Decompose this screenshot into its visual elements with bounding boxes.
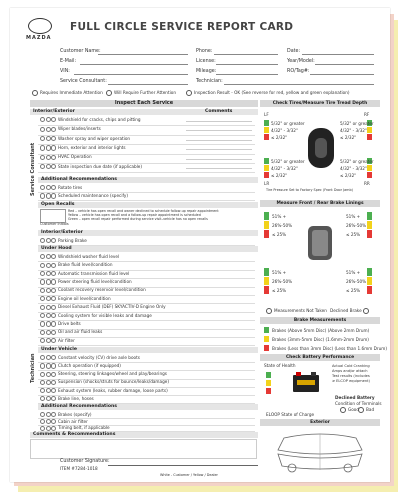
status-circle-icon[interactable]	[46, 164, 51, 169]
ro-tag-label: RO/Tag#:	[287, 69, 310, 74]
circle-icon	[186, 90, 192, 96]
status-circle-icon[interactable]	[40, 193, 45, 198]
brake-row-1: Brakes (Above 5mm Disc) (Above 2mm Drum)	[272, 328, 370, 333]
comment-line[interactable]	[186, 168, 252, 169]
checklist-item-label: Brakes (specify)	[58, 411, 92, 417]
status-circle-icon[interactable]	[46, 155, 51, 160]
status-circle-icon[interactable]	[40, 296, 45, 301]
status-circle-icon[interactable]	[51, 355, 56, 360]
status-circle-icon[interactable]	[46, 136, 51, 141]
status-circle-icon[interactable]	[40, 363, 45, 368]
vin-label: VIN:	[60, 69, 70, 74]
page-title: FULL CIRCLE SERVICE REPORT CARD	[70, 21, 294, 33]
brake-header: Measure Front / Rear Brake Linings	[260, 200, 380, 207]
status-circle-icon[interactable]	[51, 388, 56, 393]
license-field[interactable]	[216, 64, 278, 65]
status-circle-icon[interactable]	[46, 321, 51, 326]
brake-green-swatch[interactable]	[264, 212, 269, 220]
status-circle-icon[interactable]	[46, 426, 51, 431]
legend-immediate-label: Requires Immediate Attention	[40, 90, 103, 95]
status-circle-icon[interactable]	[51, 321, 56, 326]
status-circle-icon[interactable]	[46, 263, 51, 268]
checklist-item-label: Power steering fluid level/condition	[58, 278, 132, 284]
checklist-item-label: Parking Brake	[58, 237, 87, 243]
status-circle-icon[interactable]	[40, 117, 45, 122]
ro-tag-field[interactable]	[310, 74, 374, 75]
status-circle-icon[interactable]	[46, 127, 51, 132]
lf-label: LF	[264, 112, 269, 117]
status-circle-icon[interactable]	[51, 254, 56, 259]
legend-inspection-label: Inspection Result - OK (See reverse for red, yellow and green explanation)	[194, 90, 350, 95]
tire-footnote: Tire Pressure Set to Factory Spec (Front Door Jamb)	[266, 188, 353, 192]
brake-pct-label: ≤ 25%	[346, 232, 361, 237]
circle-icon	[340, 407, 346, 413]
brake-measure-yellow[interactable]	[264, 336, 269, 342]
under-vehicle-header: Under Vehicle	[38, 347, 258, 353]
rf-label: RF	[364, 112, 370, 117]
tire-lr-red[interactable]	[264, 172, 269, 178]
customer-initials-label: Customer Initials	[40, 222, 69, 226]
brake-measure-green[interactable]	[264, 327, 269, 333]
status-circle-icon[interactable]	[40, 338, 45, 343]
battery-yellow[interactable]	[266, 380, 271, 386]
checklist-item-label: Suspension (shocks/struts for bounce/leaks/damage)	[58, 379, 169, 385]
status-circle-icon[interactable]	[46, 380, 51, 385]
checklist-item-label: Oil and air fluid leaks	[58, 329, 103, 335]
tread-red-label-lr: ≤ 2/32"	[271, 173, 288, 178]
status-circle-icon[interactable]	[46, 238, 51, 243]
comment-line[interactable]	[186, 130, 252, 131]
status-circle-icon[interactable]	[51, 338, 56, 343]
status-circle-icon[interactable]	[51, 372, 56, 377]
brake-green-swatch[interactable]	[264, 268, 269, 276]
status-circle-icon[interactable]	[40, 279, 45, 284]
brake-pct-label: 26%-50%	[272, 223, 293, 228]
tire-lf-green[interactable]	[264, 120, 269, 126]
tire-rr-yellow[interactable]	[367, 165, 372, 171]
status-circle-icon[interactable]	[51, 164, 56, 169]
tire-rf-red[interactable]	[367, 134, 372, 140]
checklist-row	[38, 192, 255, 201]
battery-header: Check Battery Performance	[260, 354, 380, 361]
comment-line[interactable]	[186, 159, 252, 160]
customer-signature-field[interactable]	[108, 465, 258, 466]
status-circle-icon[interactable]	[51, 305, 56, 310]
brake-red-swatch[interactable]	[367, 230, 372, 238]
comments-column-title: Comments	[205, 109, 233, 114]
status-circle-icon[interactable]	[51, 185, 56, 190]
tire-rr-red[interactable]	[367, 172, 372, 178]
tread-red-label: ≤ 2/32"	[271, 135, 288, 140]
brake-pct-label: ≤ 25%	[272, 232, 287, 237]
date-label: Date:	[287, 49, 301, 54]
status-circle-icon[interactable]	[40, 321, 45, 326]
exterior-header: Exterior	[260, 419, 380, 426]
brake-red-swatch[interactable]	[264, 286, 269, 294]
circle-icon	[106, 90, 112, 96]
status-circle-icon[interactable]	[40, 412, 45, 417]
copies-note: White - Customer / Yellow / Dealer	[160, 473, 218, 477]
legend-immediate	[32, 90, 103, 96]
status-circle-icon[interactable]	[46, 185, 51, 190]
status-circle-icon[interactable]	[40, 396, 45, 401]
tread-yellow-label: 4/32" - 3/32"	[271, 128, 298, 133]
checklist-row	[38, 395, 255, 404]
checklist-item-label: Clutch operation (if equipped)	[58, 362, 121, 368]
status-circle-icon[interactable]	[46, 419, 51, 424]
tread-yellow-label-lr: 4/32" - 3/32"	[271, 166, 298, 171]
brake-pct-label: 26%-50%	[272, 279, 293, 284]
status-circle-icon[interactable]	[40, 305, 45, 310]
year-model-label: Year/Model:	[287, 59, 315, 64]
declined-battery-label: Declined Battery	[335, 395, 375, 400]
status-circle-icon[interactable]	[46, 363, 51, 368]
under-hood-header: Under Hood	[38, 246, 258, 252]
checklist-item-label: Washer spray and wiper operation	[58, 135, 131, 141]
status-circle-icon[interactable]	[51, 396, 56, 401]
interior-exterior-header	[30, 109, 258, 115]
brake-row-2: Brakes (3mm-5mm Disc) (1.6mm-2mm Drum)	[272, 337, 369, 342]
checklist-item-label: Engine oil level/condition	[58, 295, 111, 301]
cca-line: Amps and/or attach	[332, 369, 368, 373]
checklist-item-label: Rotate tires	[58, 184, 83, 190]
comment-line[interactable]	[186, 140, 252, 141]
technician-label: Technician:	[196, 79, 223, 84]
brake-yellow-swatch[interactable]	[367, 221, 372, 229]
checklist-item-label: HVAC Operation	[58, 154, 92, 160]
status-circle-icon[interactable]	[40, 372, 45, 377]
brake-row-3: Brakes (Less than 3mm Disc) (Less than 1.6mm Drum)	[272, 346, 387, 351]
brake-yellow-swatch[interactable]	[367, 277, 372, 285]
additional-recs-header: Additional Recommendations	[38, 177, 258, 183]
report-card	[10, 8, 390, 482]
brake-measure-red[interactable]	[264, 345, 269, 351]
comment-line[interactable]	[186, 121, 252, 122]
state-of-charge-label: ELOOP State of Charge	[266, 412, 315, 417]
status-circle-icon[interactable]	[46, 396, 51, 401]
status-circle-icon[interactable]	[51, 117, 56, 122]
circle-icon	[358, 407, 364, 413]
brake-pct-label: 51% +	[346, 214, 361, 219]
status-circle-icon[interactable]	[51, 263, 56, 268]
checklist-item-label: Constant velocity (CV) drive axle boots	[58, 354, 140, 360]
recall-line: Red – vehicle has open recall and owner declined to schedule follow-up repair appointment	[68, 209, 219, 213]
legend-future-label: Will Require Further Attention	[114, 90, 176, 95]
battery-icon	[291, 370, 321, 394]
checklist-item-label: Brake fluid level/condition	[58, 262, 113, 268]
tire-lf-red[interactable]	[264, 134, 269, 140]
checklist-item-label: Horn, exterior and interior lights	[58, 144, 126, 150]
interior-exterior-2-header: Interior/Exterior	[38, 230, 258, 236]
tire-lr-green[interactable]	[264, 158, 269, 164]
phone-label: Phone:	[196, 49, 213, 54]
condition-terminals-label: Condition of Terminals	[335, 401, 382, 406]
status-circle-icon[interactable]	[40, 238, 45, 243]
measurements-not-taken[interactable]	[266, 308, 327, 314]
customer-name-field[interactable]	[98, 54, 188, 55]
status-circle-icon[interactable]	[46, 145, 51, 150]
status-circle-icon[interactable]	[40, 136, 45, 141]
comment-line[interactable]	[186, 149, 252, 150]
lr-label: LR	[264, 181, 270, 186]
checklist-item-label: Diesel Exhaust Fluid (DEF) SKYACTIV-D Engine Only	[58, 304, 166, 310]
tire-rf-yellow[interactable]	[367, 127, 372, 133]
checklist-item-label: Cooling system for visible leaks and damage	[58, 312, 152, 318]
circle-icon	[266, 308, 272, 314]
status-circle-icon[interactable]	[46, 193, 51, 198]
mileage-field[interactable]	[216, 74, 278, 75]
email-label: E-Mail:	[60, 59, 77, 64]
status-circle-icon[interactable]	[46, 372, 51, 377]
status-circle-icon[interactable]	[40, 426, 45, 431]
year-model-field[interactable]	[315, 64, 374, 65]
recall-line: Yellow – vehicle has open recall and a follow-up repair appointment is scheduled	[68, 213, 201, 218]
phone-field[interactable]	[214, 54, 278, 55]
status-circle-icon[interactable]	[40, 164, 45, 169]
terminal-bad[interactable]	[358, 407, 374, 413]
tread-yellow-label-rf: 4/32" - 3/32"	[340, 128, 367, 133]
customer-signature-label: Customer Signature:	[60, 459, 110, 464]
status-circle-icon[interactable]	[46, 271, 51, 276]
customer-name-label: Customer Name:	[60, 49, 101, 54]
state-of-health-label: State of Health	[264, 363, 296, 368]
status-circle-icon[interactable]	[46, 305, 51, 310]
brake-pct-label: 26%-50%	[346, 279, 367, 284]
tread-red-label-rr: ≤ 2/32"	[340, 173, 357, 178]
status-circle-icon[interactable]	[46, 254, 51, 259]
service-consultant-field[interactable]	[108, 84, 188, 85]
bad-label: Bad	[366, 407, 375, 412]
status-circle-icon[interactable]	[51, 193, 56, 198]
good-label: Good	[348, 407, 360, 412]
status-circle-icon[interactable]	[51, 127, 56, 132]
status-circle-icon[interactable]	[46, 288, 51, 293]
checklist-item-label: Coolant recovery reservoir level/condition	[58, 287, 146, 293]
recall-line: Green – open recall repair performed during service visit–vehicle has no open recalls	[68, 217, 208, 222]
checklist-item-label: Brake line, hoses	[58, 395, 94, 401]
rr-label: RR	[364, 181, 370, 186]
checklist-item-label: Windshield for cracks, chips and pitting	[58, 116, 141, 122]
status-circle-icon[interactable]	[46, 117, 51, 122]
declined-brake[interactable]	[330, 308, 371, 314]
status-circle-icon[interactable]	[46, 296, 51, 301]
cca-line: Test results (includes	[332, 374, 370, 378]
tread-green-label-rf: 5/32" or greater	[340, 121, 374, 126]
brake-red-swatch[interactable]	[264, 230, 269, 238]
status-circle-icon[interactable]	[40, 185, 45, 190]
status-circle-icon[interactable]	[51, 136, 56, 141]
tread-red-label-rf: ≤ 2/32"	[340, 135, 357, 140]
checklist-item-label: Drive belts	[58, 320, 81, 326]
recall-status-box[interactable]	[40, 209, 66, 223]
interior-exterior-title: Interior/Exterior	[33, 109, 75, 114]
service-consultant-label: Service Consultant:	[60, 79, 107, 84]
status-circle-icon[interactable]	[51, 330, 56, 335]
technician-field[interactable]	[224, 84, 374, 85]
tread-green-label: 5/32" or greater	[271, 121, 305, 126]
tread-yellow-label-rr: 4/32" - 3/32"	[340, 166, 367, 171]
checklist-item-label: State inspection due date (if applicable)	[58, 163, 143, 169]
status-circle-icon[interactable]	[40, 263, 45, 268]
checklist-item-label: Steering, steering linkages/wheel and play/bearings	[58, 371, 167, 377]
status-circle-icon[interactable]	[40, 330, 45, 335]
brake-green-swatch[interactable]	[367, 268, 372, 276]
open-recalls-header: Open Recalls	[38, 202, 258, 208]
status-circle-icon[interactable]	[40, 388, 45, 393]
tire-lf-yellow[interactable]	[264, 127, 269, 133]
service-consultant-side-label: Service Consultant	[30, 142, 36, 196]
checklist-row	[38, 337, 255, 346]
item-number: ITEM #7284-1018	[60, 466, 98, 471]
status-circle-icon[interactable]	[46, 279, 51, 284]
brake-yellow-swatch[interactable]	[264, 277, 269, 285]
brake-pct-label: 51% +	[272, 214, 287, 219]
status-circle-icon[interactable]	[40, 145, 45, 150]
car-outline-icon	[268, 428, 372, 474]
status-circle-icon[interactable]	[40, 271, 45, 276]
checklist-item-label: Wiper blades/inserts	[58, 126, 101, 132]
brake-pad-icon	[306, 224, 334, 262]
tire-lr-yellow[interactable]	[264, 165, 269, 171]
status-circle-icon[interactable]	[51, 155, 56, 160]
brake-pct-label: 26%-50%	[346, 223, 367, 228]
checklist-item-label: Timing belt, if applicable	[58, 425, 110, 431]
status-circle-icon[interactable]	[51, 238, 56, 243]
status-circle-icon[interactable]	[51, 412, 56, 417]
brake-green-swatch[interactable]	[367, 212, 372, 220]
status-circle-icon[interactable]	[40, 288, 45, 293]
brake-pct-label: ≤ 25%	[346, 288, 361, 293]
status-circle-icon[interactable]	[46, 338, 51, 343]
mazda-logo-icon	[28, 18, 52, 34]
status-circle-icon[interactable]	[46, 412, 51, 417]
technician-side-label: Technician	[30, 353, 36, 383]
inspect-each-service-header: Inspect Each Service	[30, 100, 258, 107]
checklist-item-label: Automatic transmission fluid level	[58, 270, 130, 276]
status-circle-icon[interactable]	[40, 127, 45, 132]
status-circle-icon[interactable]	[40, 355, 45, 360]
brand-name: MAZDA	[26, 35, 52, 41]
circle-icon	[363, 308, 369, 314]
brake-red-swatch[interactable]	[367, 286, 372, 294]
checklist-item-label: Windshield washer fluid level	[58, 253, 120, 259]
status-circle-icon[interactable]	[51, 145, 56, 150]
vin-field[interactable]	[74, 74, 188, 75]
status-circle-icon[interactable]	[51, 288, 56, 293]
comments-box[interactable]	[30, 439, 257, 459]
status-circle-icon[interactable]	[46, 355, 51, 360]
status-circle-icon[interactable]	[40, 313, 45, 318]
status-circle-icon[interactable]	[40, 380, 45, 385]
comments-recs-header: Comments & Recommendations	[30, 432, 258, 438]
license-label: License:	[196, 59, 216, 64]
circle-icon	[32, 90, 38, 96]
status-circle-icon[interactable]	[51, 380, 56, 385]
email-field[interactable]	[80, 64, 188, 65]
tire-header: Check Tires/Measure Tire Tread Depth	[260, 100, 380, 107]
brake-measurements-header: Brake Measurements	[260, 317, 380, 324]
declined-battery[interactable]	[335, 395, 375, 400]
additional-recs-2-header: Additional Recommendations	[38, 404, 258, 410]
legend-inspection	[186, 90, 349, 96]
measurements-not-taken-label: Measurements Not Taken	[274, 308, 327, 313]
checklist-item-label: Exhaust system (leaks, rubber damage, loose parts)	[58, 387, 168, 393]
battery-green[interactable]	[266, 372, 271, 378]
tread-green-label-lr: 5/32" or greater	[271, 159, 305, 164]
status-circle-icon[interactable]	[51, 279, 56, 284]
tread-green-label-rr: 5/32" or greater	[340, 159, 374, 164]
checklist-item-label: Cabin air filter	[58, 418, 88, 424]
status-circle-icon[interactable]	[40, 419, 45, 424]
status-circle-icon[interactable]	[51, 296, 56, 301]
checklist-item-label: Air filter	[58, 337, 75, 343]
status-circle-icon[interactable]	[46, 330, 51, 335]
status-circle-icon[interactable]	[51, 363, 56, 368]
checklist-item-label: Scheduled maintenance (specify)	[58, 192, 129, 198]
brake-pct-label: ≤ 25%	[272, 288, 287, 293]
date-field[interactable]	[302, 54, 374, 55]
terminal-good[interactable]	[340, 407, 359, 413]
status-circle-icon[interactable]	[51, 271, 56, 276]
status-circle-icon[interactable]	[51, 426, 56, 431]
status-circle-icon[interactable]	[40, 254, 45, 259]
tire-icon	[308, 128, 334, 168]
status-circle-icon[interactable]	[40, 155, 45, 160]
checklist-row	[38, 163, 255, 173]
legend-future	[106, 90, 176, 96]
mileage-label: Mileage:	[196, 69, 217, 74]
status-circle-icon[interactable]	[46, 388, 51, 393]
cca-line: Actual Cold Cranking	[332, 364, 370, 368]
battery-red[interactable]	[266, 388, 271, 394]
brake-pct-label: 51% +	[346, 270, 361, 275]
status-circle-icon[interactable]	[51, 313, 56, 318]
status-circle-icon[interactable]	[51, 419, 56, 424]
status-circle-icon[interactable]	[46, 313, 51, 318]
brake-pct-label: 51% +	[272, 270, 287, 275]
checklist-row	[38, 237, 255, 246]
declined-brake-label: Declined Brake	[330, 308, 362, 313]
cca-line: ≥ ELCOP equipment)	[332, 379, 370, 383]
brake-yellow-swatch[interactable]	[264, 221, 269, 229]
